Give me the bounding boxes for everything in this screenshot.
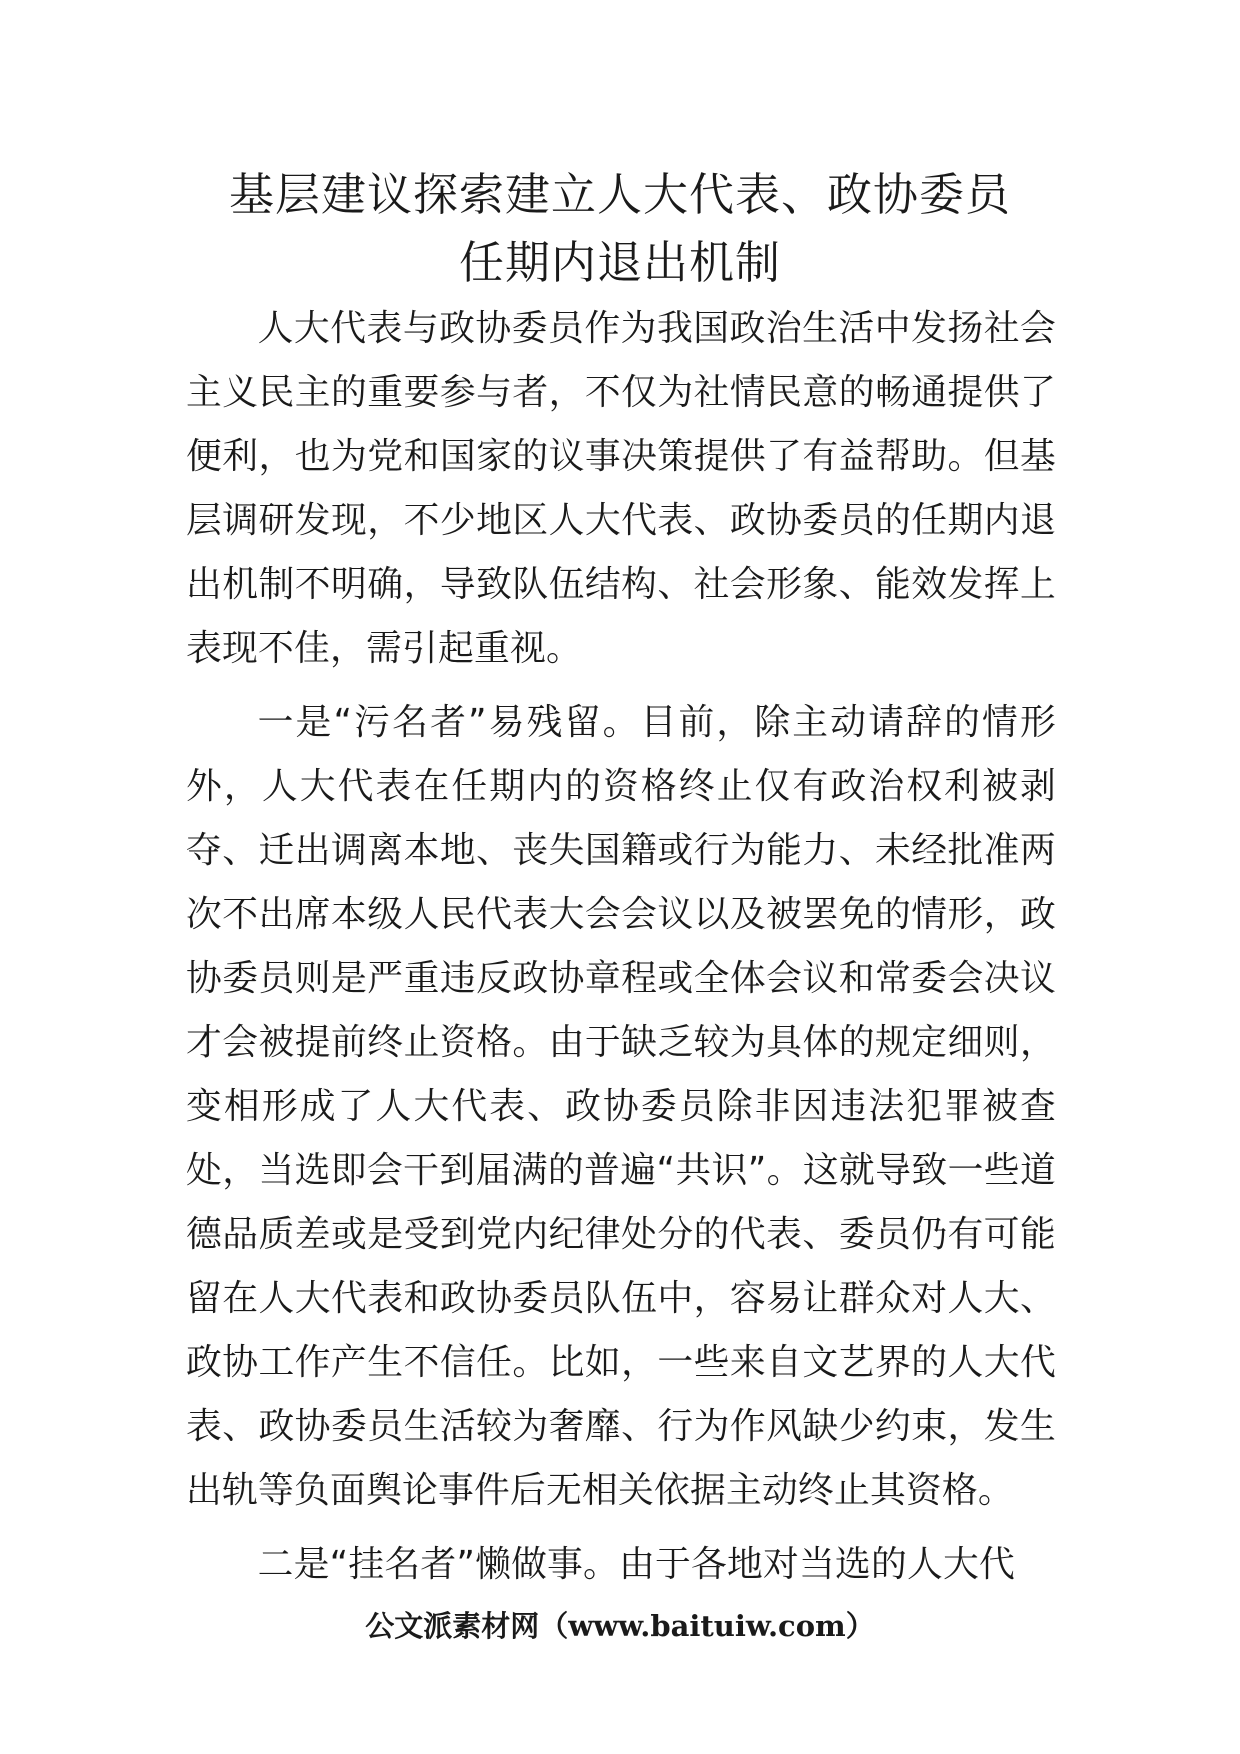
document-title-line-2: 任期内退出机制 bbox=[458, 236, 781, 289]
paragraph-intro: 人大代表与政协委员作为我国政治生活中发扬社会主义民主的重要参与者，不仅为社情民意的畅通提供了便利，也为党和国家的议事决策提供了有益帮助。但基层调研发现，不少地区人大代表、政协委员的任期内退出机制不明确，导致队伍结构、社会形象、能效发挥上表现不佳，需引起重视。 bbox=[186, 308, 1056, 669]
document-title-line-1: 基层建议探索建立人大代表、政协委员 bbox=[228, 168, 1011, 221]
paragraph-point-one: 一是“污名者”易残留。目前，除主动请辞的情形外，人大代表在任期内的资格终止仅有政治权利被剥夺、迁出调离本地、丧失国籍或行为能力、未经批准两次不出席本级人民代表大会会议以及被罢免的情形，政协委员则是严重违反政协章程或全体会议和常委会决议才会被提前终止资格。由于缺乏较为具体的规定细则，变相形成了人大代表、政协委员除非因违法犯罪被查处，当选即会干到届满的普遍“共识”。这就导致一些道德品质差或是受到党内纪律处分的代表、委员仍有可能留在人大代表和政协委员队伍中，容易让群众对人大、政协工作产生不信任。比如，一些来自文艺界的人大代表、政协委员生活较为奢靡、行为作风缺少约束，发生出轨等负面舆论事件后无相关依据主动终止其资格。 bbox=[186, 702, 1056, 1511]
source-footer: 公文派素材网（www.baituiw.com） bbox=[365, 1609, 875, 1643]
paragraph-point-two: 二是“挂名者”懒做事。由于各地对当选的人大代 bbox=[257, 1544, 1016, 1585]
document-body bbox=[186, 297, 1056, 1597]
